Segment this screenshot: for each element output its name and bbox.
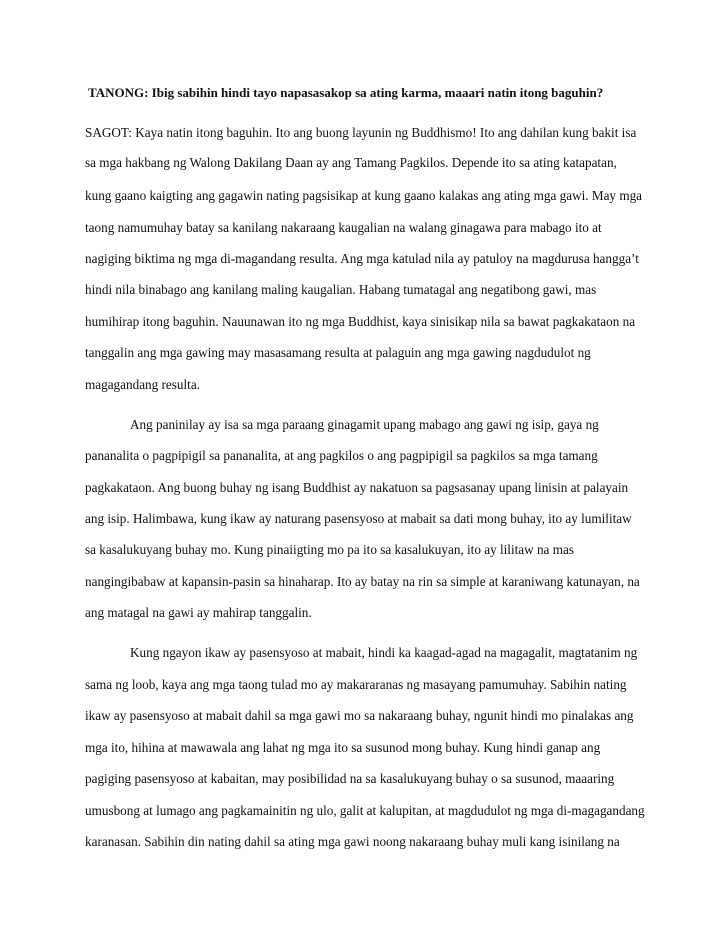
paragraph-line: Kung ngayon ikaw ay pasensyoso at mabait, hindi ka kaagad-agad na magagalit, magtatanim ng xyxy=(130,645,638,660)
paragraph-line: ang isip. Halimbawa, kung ikaw ay naturang pasensyoso at mabait sa dati mong buhay, ito ay lumilitaw xyxy=(85,511,632,526)
paragraph-line: humihirap itong baguhin. Nauunawan ito ng mga Buddhist, kaya sinisikap nila sa bawat pagkakataon na xyxy=(85,314,636,329)
paragraph-line: karanasan. Sabihin din nating dahil sa ating mga gawi noong nakaraang buhay muli kang isinilang na xyxy=(85,834,620,849)
paragraph-line: sama ng loob, kaya ang mga taong tulad mo ay makararanas ng masayang pamumuhay. Sabihin nating xyxy=(85,677,627,692)
paragraph-line: sa kasalukuyang buhay mo. Kung pinaiigting mo pa ito sa kasalukuyan, ito ay lilitaw na mas xyxy=(85,542,574,557)
paragraph-line: sa mga hakbang ng Walong Dakilang Daan ay ang Tamang Pagkilos. Depende ito sa ating katapatan, xyxy=(85,155,617,170)
question-heading: TANONG: Ibig sabihin hindi tayo napasasakop sa ating karma, maaari natin itong baguhin? xyxy=(88,85,604,100)
paragraph-line: Ang paninilay ay isa sa mga paraang ginagamit upang mabago ang gawi ng isip, gaya ng xyxy=(130,417,599,432)
paragraph-line: tanggalin ang mga gawing may masasamang resulta at palaguin ang mga gawing nagdudulot ng xyxy=(85,345,591,360)
paragraph-line: pananalita o pagpipigil sa pananalita, at ang pagkilos o ang pagpipigil sa pagkilos sa mga tamang xyxy=(85,448,598,463)
paragraph-line: nagiging biktima ng mga di-magandang resulta. Ang mga katulad nila ay patuloy na magdurusa hangga’t xyxy=(85,251,639,266)
paragraph-line: magagandang resulta. xyxy=(85,377,200,392)
paragraph-line: SAGOT: Kaya natin itong baguhin. Ito ang buong layunin ng Buddhismo! Ito ang dahilan kung bakit isa xyxy=(85,125,637,140)
paragraph-line: mga ito, hihina at mawawala ang lahat ng mga ito sa susunod mong buhay. Kung hindi ganap ang xyxy=(85,740,601,755)
paragraph-line: pagiging pasensyoso at kabaitan, may posibilidad na sa kasalukuyang buhay o sa susunod, maaaring xyxy=(85,771,615,786)
paragraph-line: kung gaano kaigting ang gagawin nating pagsisikap at kung gaano kalakas ang ating mga gawi. May mga xyxy=(85,188,643,203)
paragraph-line: ang matagal na gawi ay mahirap tanggalin. xyxy=(85,605,312,620)
paragraph-line: ikaw ay pasensyoso at mabait dahil sa mga gawi mo sa nakaraang buhay, ngunit hindi mo pinalakas ang xyxy=(85,708,634,723)
paragraph-line: taong namumuhay batay sa kanilang nakaraang kaugalian na walang ginagawa para mabago ito at xyxy=(85,220,602,235)
paragraph-line: hindi nila binabago ang kanilang maling kaugalian. Habang tumatagal ang negatibong gawi, mas xyxy=(85,282,597,297)
paragraph-line: umusbong at lumago ang pagkamainitin ng ulo, galit at kalupitan, at magdudulot ng mga di-magagandang xyxy=(85,803,645,818)
paragraph-line: pagkakataon. Ang buong buhay ng isang Buddhist ay nakatuon sa pagsasanay upang linisin at palayain xyxy=(85,480,629,495)
paragraph-line: nangingibabaw at kapansin-pasin sa hinaharap. Ito ay batay na rin sa simple at karaniwang katunayan, na xyxy=(85,574,640,589)
